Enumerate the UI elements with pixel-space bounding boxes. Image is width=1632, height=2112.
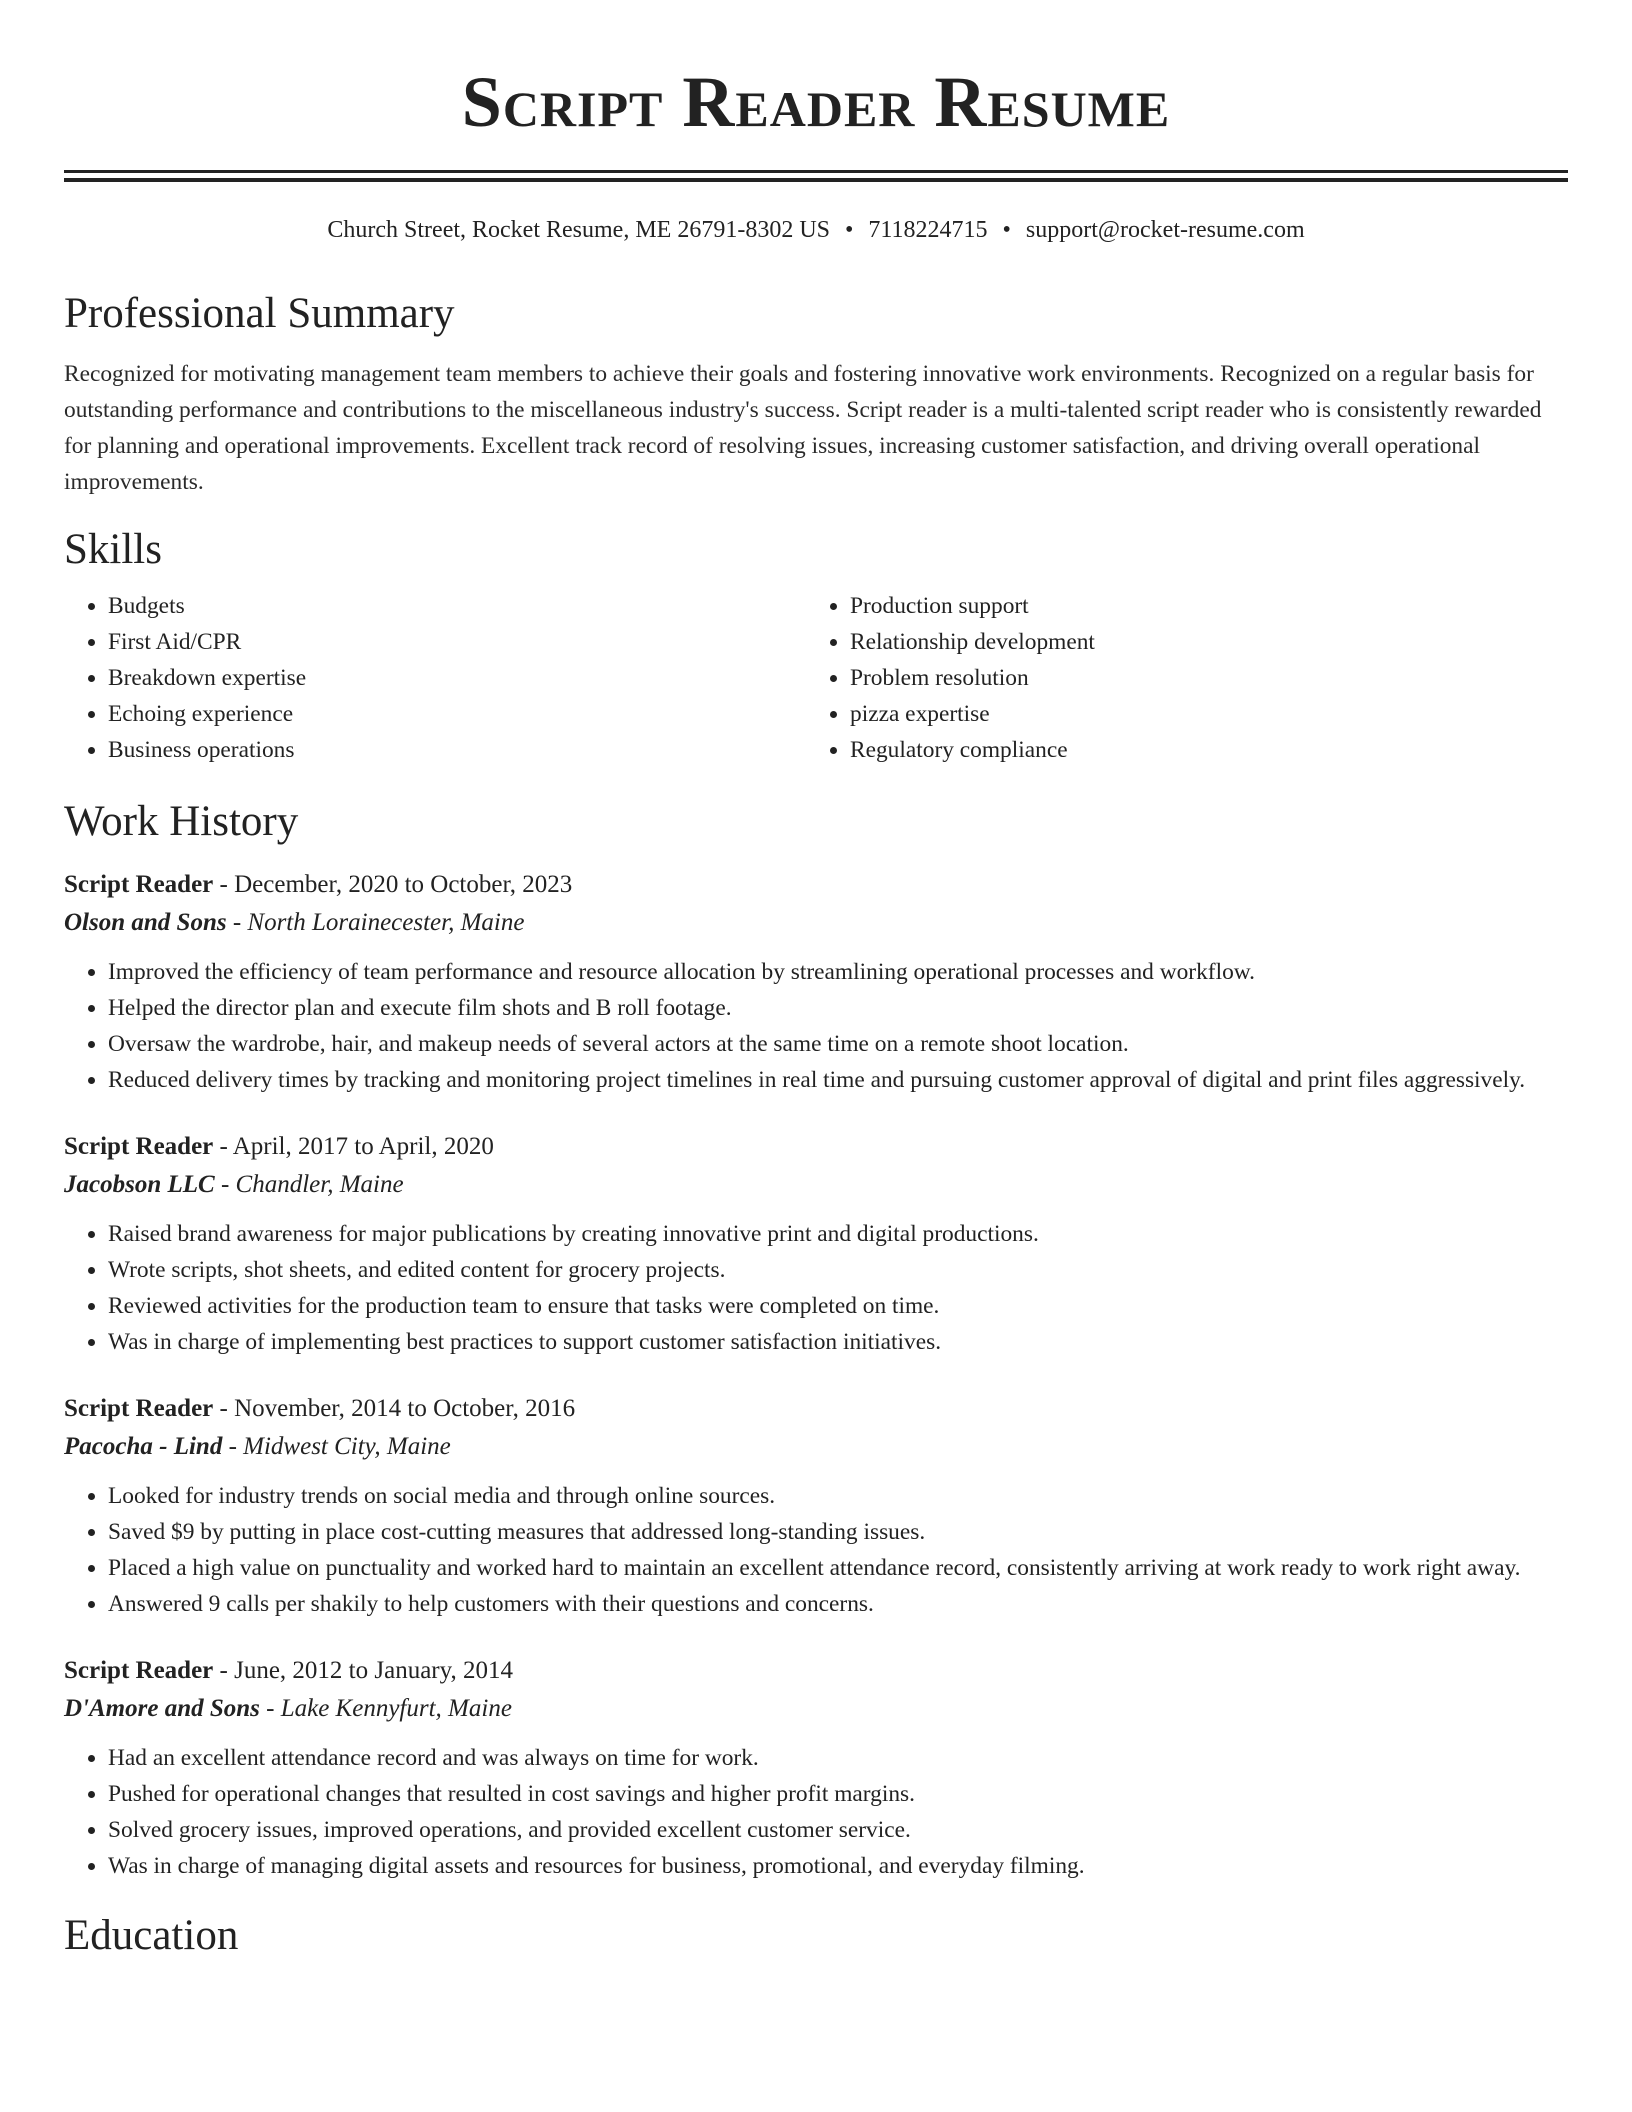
job-bullet: • Saved $9 by putting in place cost-cutting measures that addressed long-standing issues. <box>108 1514 1568 1550</box>
skill-item: • pizza expertise <box>850 696 1568 732</box>
job-bullet: • Placed a high value on punctuality and worked hard to maintain an excellent attendance record, consistently arriving at work ready to work right away. <box>108 1550 1568 1586</box>
job-bullets <box>64 1216 1568 1360</box>
contact-address: Church Street, Rocket Resume, ME 26791-8302 US <box>327 217 830 243</box>
job-title-line <box>64 1652 1568 1690</box>
skill-item: • First Aid/CPR <box>108 624 806 660</box>
summary-heading: Professional Summary <box>64 290 455 337</box>
contact-line <box>64 214 1568 246</box>
contact-email: support@rocket-resume.com <box>1025 217 1305 243</box>
job-entry <box>64 1128 1568 1360</box>
job-bullets <box>64 1740 1568 1884</box>
job-dates: - November, 2014 to October, 2016 <box>213 1395 576 1422</box>
job-location: - North Lorainecester, Maine <box>226 909 525 936</box>
job-bullet: • Solved grocery issues, improved operations, and provided excellent customer service. <box>108 1812 1568 1848</box>
skill-item: • Regulatory compliance <box>850 732 1568 768</box>
job-bullet: • Was in charge of implementing best practices to support customer satisfaction initiatives. <box>108 1324 1568 1360</box>
job-bullet: • Helped the director plan and execute film shots and B roll footage. <box>108 990 1568 1026</box>
job-bullet: • Was in charge of managing digital assets and resources for business, promotional, and everyday filming. <box>108 1848 1568 1884</box>
skills-heading: Skills <box>64 526 162 573</box>
job-entry <box>64 1652 1568 1884</box>
job-company: Pacocha - Lind <box>64 1433 223 1460</box>
job-company-line <box>64 1690 1568 1728</box>
job-entry <box>64 1390 1568 1622</box>
job-dates: - December, 2020 to October, 2023 <box>213 871 573 898</box>
skills-list-left <box>64 588 806 768</box>
skill-item: • Business operations <box>108 732 806 768</box>
skill-item: • Problem resolution <box>850 660 1568 696</box>
skill-item: • Production support <box>850 588 1568 624</box>
job-role: Script Reader <box>64 871 214 898</box>
job-dates: - June, 2012 to January, 2014 <box>213 1657 514 1684</box>
job-title-line <box>64 1128 1568 1166</box>
job-company: D'Amore and Sons <box>64 1695 260 1722</box>
job-bullet: • Improved the efficiency of team performance and resource allocation by streamlining operational processes and workflow. <box>108 954 1568 990</box>
skills-columns <box>64 588 1568 768</box>
job-role: Script Reader <box>64 1133 214 1160</box>
job-bullet: • Raised brand awareness for major publications by creating innovative print and digital productions. <box>108 1216 1568 1252</box>
job-company-line <box>64 1428 1568 1466</box>
job-bullet: • Reviewed activities for the production team to ensure that tasks were completed on time. <box>108 1288 1568 1324</box>
job-location: - Midwest City, Maine <box>222 1433 451 1460</box>
job-location: - Chandler, Maine <box>214 1171 404 1198</box>
job-bullet: • Had an excellent attendance record and was always on time for work. <box>108 1740 1568 1776</box>
job-location: - Lake Kennyfurt, Maine <box>259 1695 512 1722</box>
summary-text: Recognized for motivating management team members to achieve their goals and fostering innovative work environments. Recognized on a regular basis for outstanding performance and contributions to the miscellaneous industry's success. Script reader is a multi-talented script reader who is consistently rewarded for planning and operational improvements. Excellent track record of resolving issues, increasing customer satisfaction, and driving overall operational improvements. <box>64 361 1542 495</box>
job-company-line <box>64 1166 1568 1204</box>
job-entry <box>64 866 1568 1098</box>
job-dates: - April, 2017 to April, 2020 <box>213 1133 494 1160</box>
contact-separator: • <box>1002 217 1011 243</box>
resume-title: Script Reader Resume <box>461 62 1171 142</box>
job-company-line <box>64 904 1568 942</box>
skill-item: • Breakdown expertise <box>108 660 806 696</box>
job-bullet: • Wrote scripts, shot sheets, and edited content for grocery projects. <box>108 1252 1568 1288</box>
contact-separator: • <box>845 217 854 243</box>
job-bullet: • Reduced delivery times by tracking and monitoring project timelines in real time and pursuing customer approval of digital and print files aggressively. <box>108 1062 1568 1098</box>
education-heading: Education <box>64 1912 239 1959</box>
skills-list-right <box>806 588 1568 768</box>
title-double-rule <box>64 170 1568 182</box>
job-title-line <box>64 1390 1568 1428</box>
job-bullet: • Answered 9 calls per shakily to help customers with their questions and concerns. <box>108 1586 1568 1622</box>
skill-item: • Relationship development <box>850 624 1568 660</box>
job-bullet: • Pushed for operational changes that resulted in cost savings and higher profit margins. <box>108 1776 1568 1812</box>
job-role: Script Reader <box>64 1657 214 1684</box>
job-bullet: • Oversaw the wardrobe, hair, and makeup needs of several actors at the same time on a remote shoot location. <box>108 1026 1568 1062</box>
job-company: Jacobson LLC <box>64 1171 215 1198</box>
contact-phone: 7118224715 <box>868 217 988 243</box>
job-bullets <box>64 954 1568 1098</box>
job-company: Olson and Sons <box>64 909 227 936</box>
work-history-heading: Work History <box>64 798 299 845</box>
job-title-line <box>64 866 1568 904</box>
job-bullets <box>64 1478 1568 1622</box>
skill-item: • Budgets <box>108 588 806 624</box>
job-bullet: • Looked for industry trends on social media and through online sources. <box>108 1478 1568 1514</box>
job-role: Script Reader <box>64 1395 214 1422</box>
skill-item: • Echoing experience <box>108 696 806 732</box>
